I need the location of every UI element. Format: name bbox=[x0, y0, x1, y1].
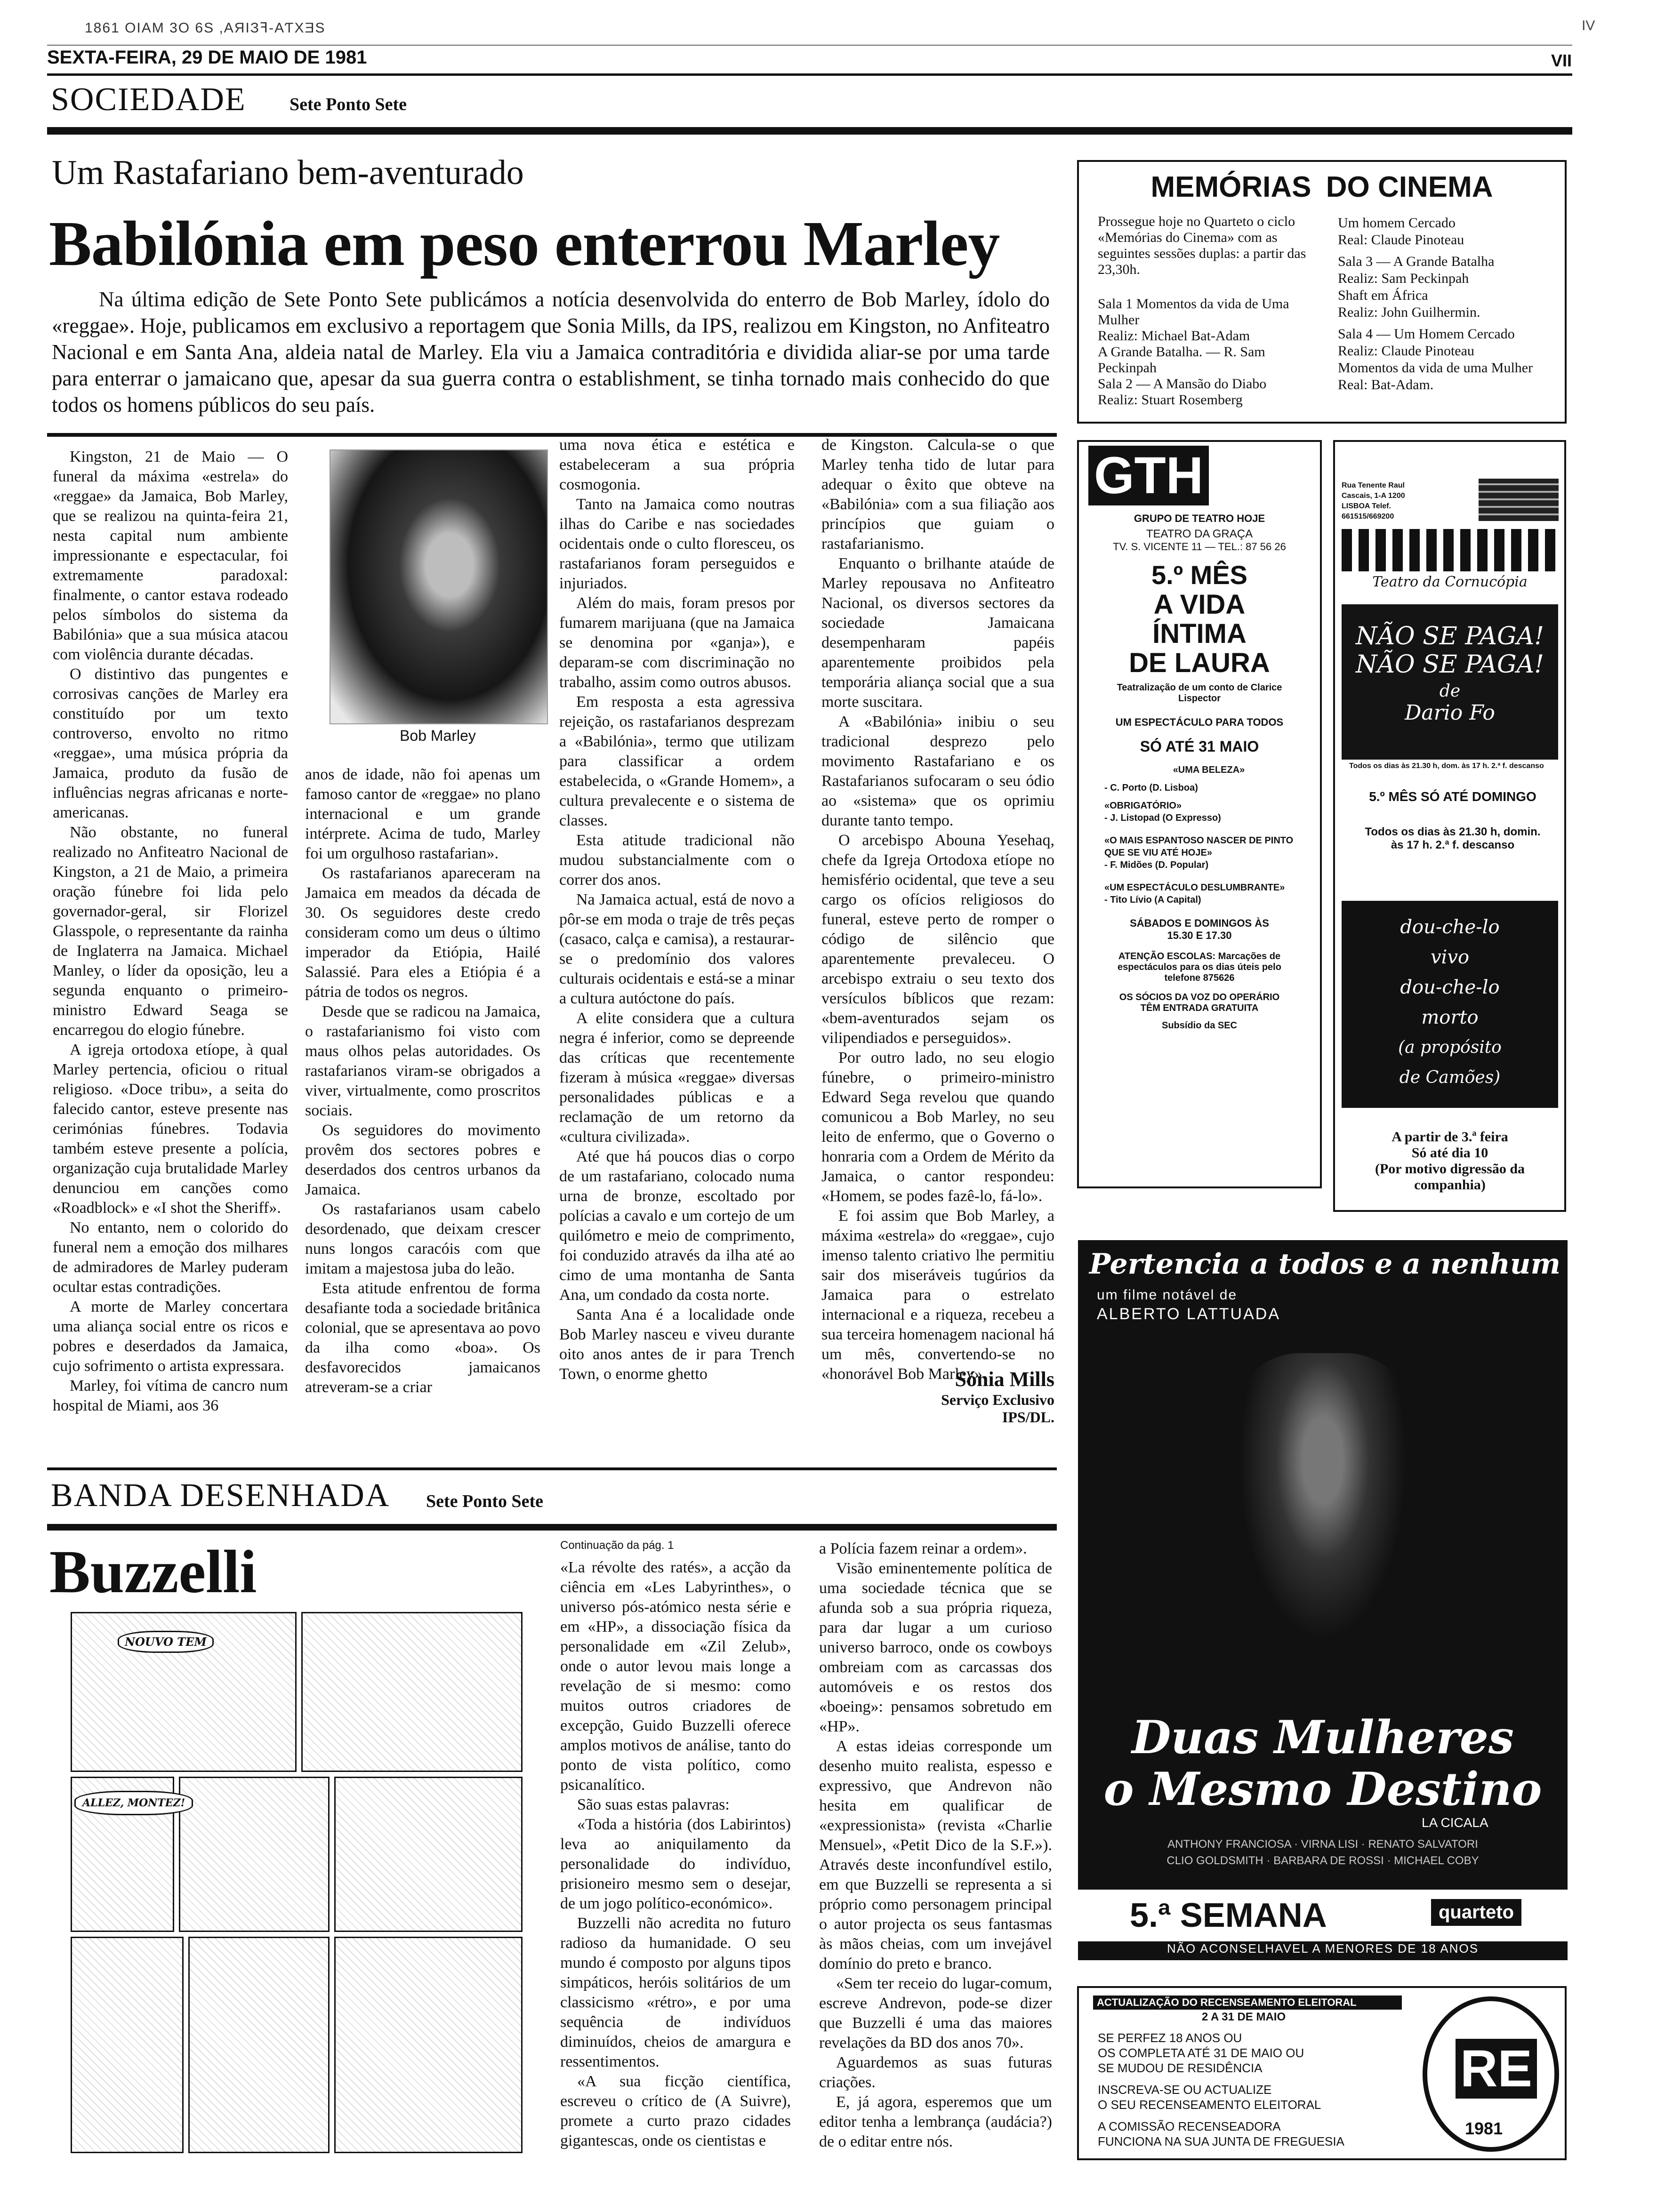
comic-panel bbox=[188, 1937, 330, 2153]
cornucopia-figures bbox=[1342, 529, 1558, 571]
paragraph: Marley, foi vítima de cancro num hospital de Miami, aos 36 bbox=[53, 1377, 288, 1414]
gth-quote: «UM ESPECTÁCULO DESLUMBRANTE» bbox=[1104, 882, 1285, 893]
byline-agency: IPS/DL. bbox=[1002, 1409, 1054, 1426]
list-item: Sala 1 Momentos da vida de Uma Mulher bbox=[1098, 296, 1289, 328]
gth-schedule: SÁBADOS E DOMINGOS ÀS 15.30 E 17.30 bbox=[1130, 917, 1269, 941]
list-item: Um homem Cercado bbox=[1338, 215, 1456, 231]
gth-quote-source: - J. Listopad (O Expresso) bbox=[1104, 813, 1221, 823]
paragraph: Em resposta a esta agressiva rejeição, os rastafarianos desprezam a «Babilónia», termo que utilizam para classificar a ordem estabelecida, o «Grande Homem», a cultura prevalecente e o sistema de classes. bbox=[559, 693, 795, 829]
paragraph: Por outro lado, no seu elogio fúnebre, o primeiro-ministro Edward Sega revelou que quando comunicou a Bob Marley, no seu leito de enfermo, que o Governo o honraria com a Ordem de Mérito da Jamaica, o cantor respondeu: «Homem, se podes fazê-lo, fá-lo». bbox=[821, 1049, 1054, 1205]
film-cast-2: CLIO GOLDSMITH · BARBARA DE ROSSI · MICHAEL COBY bbox=[1166, 1854, 1479, 1867]
paragraph: «A sua ficção científica, escreveu o crítico de (A Suivre), promete a curto prazo cidades gigantescas, onde os cientistas e bbox=[560, 2073, 791, 2149]
hand-line: dou-che-lo bbox=[1400, 916, 1500, 938]
paragraph: A estas ideias corresponde um desenho muito realista, espesso e expressivo, que Andrevon não hesita em qualificar de «expressionista» (revista «Charlie Mensuel», «Petit Dico de la S.F.»). Através deste inconfundível estilo, em que Buzzelli se representa a si próprio como personagem principal o autor projecta os seus fantasmas às mãos cheias, com um invejável domínio do preto e branco. bbox=[819, 1738, 1052, 1972]
cinema-intro: Prossegue hoje no Quarteto o ciclo «Memórias do Cinema» com as seguintes sessões duplas: a partir das 23,30h. bbox=[1098, 214, 1306, 277]
cinema-memories-box bbox=[1077, 160, 1567, 424]
paragraph: No entanto, nem o colorido do funeral nem a emoção dos milhares de admiradores de Marley puderam ocultar estas contradições. bbox=[53, 1219, 288, 1296]
census-dates: 2 A 31 DE MAIO bbox=[1201, 2011, 1286, 2023]
paragraph: A morte de Marley concertara uma aliança social entre os ricos e pobres e deserdados da Jamaica, cujo sofrimento o artista expressara. bbox=[53, 1298, 288, 1375]
paragraph: E foi assim que Bob Marley, a máxima «estrela» do «reggae», cujo imenso talento criativo lhe permitiu sair dos miseráveis tugúrios da Jamaica para o estrelato internacional e a riqueza, recebeu a sua terceira homenagem nacional há um mês, convertendo-se no «honorável Bob Marley». bbox=[821, 1207, 1054, 1383]
gth-group: GRUPO DE TEATRO HOJE bbox=[1134, 513, 1265, 524]
hand-line: (a propósito bbox=[1398, 1038, 1502, 1057]
census-header: ACTUALIZAÇÃO DO RECENSEAMENTO ELEITORAL bbox=[1093, 1996, 1402, 2010]
paragraph: Enquanto o brilhante ataúde de Marley repousava no Anfiteatro Nacional, os diversos sectores da sociedade Jamaicana desempenharam papéis aparentemente proibidos pela temporária aliança social que a sua morte suscitara. bbox=[821, 555, 1054, 711]
list-item: Realiz: Michael Bat-Adam bbox=[1098, 328, 1250, 344]
paragraph: Esta atitude tradicional não mudou substancialmente com o correr dos anos. bbox=[559, 832, 795, 889]
gth-tagline: UM ESPECTÁCULO PARA TODOS bbox=[1115, 716, 1284, 728]
cornucopia-theatre-ad bbox=[1333, 440, 1566, 1212]
paragraph: Kingston, 21 de Maio — O funeral da máxima «estrela» do «reggae» da Jamaica, Bob Marley, que se realizou na quinta-feira 21, nesta capital num ambiente impressionante e espectacular, foi extremamente paradoxal: finalmente, o cantor estava rodeado pelos símbolos do sistema da Babilónia» que a sua música atacou com violência durante décadas. bbox=[53, 448, 288, 663]
article-column-1 bbox=[53, 447, 288, 1416]
article-headline: Babilónia em peso enterrou Marley bbox=[49, 208, 1000, 279]
comics-column-1 bbox=[560, 1558, 791, 2151]
section-title: SOCIEDADE bbox=[51, 81, 246, 118]
census-line: SE PERFEZ 18 ANOS OU bbox=[1098, 2031, 1242, 2045]
paragraph: Tanto na Jamaica como noutras ilhas do Caribe e nas sociedades ocidentais onde o culto floresceu, os rastafarianos foram perseguidos e injuriados. bbox=[559, 496, 795, 592]
paragraph: Os seguidores do movimento provêm dos sectores pobres e deserdados dos centros urbanos da Jamaica. bbox=[305, 1122, 540, 1198]
byline bbox=[821, 1367, 1054, 1426]
article-lede: Na última edição de Sete Ponto Sete publicámos a notícia desenvolvida do enterro de Bob Marley, ídolo do «reggae». Hoje, publicamos em exclusivo a reportagem que Sonia Mills, da IPS, realizou em Kingston, no Anfiteatro Nacional e em Santa Ana, aldeia natal de Marley. Ela viu a Jamaica contraditória e dividida aliar-se por uma tarde para enterrar o jamaicano que, apesar da sua guerra contra o establishment, se tinha tornado mais conhecido do que todos os homens públicos do seu país. bbox=[52, 288, 1050, 417]
gth-quote: «UMA BELEZA» bbox=[1173, 765, 1245, 775]
cornucopia-line-2: NÃO SE PAGA! bbox=[1355, 650, 1544, 679]
gth-sponsor: Subsídio da SEC bbox=[1161, 1020, 1238, 1031]
film-ad bbox=[1078, 1240, 1568, 1960]
film-director: ALBERTO LATTUADA bbox=[1097, 1305, 1280, 1323]
gth-play-3: DE LAURA bbox=[1129, 648, 1270, 678]
census-line: A COMISSÃO RECENSEADORA bbox=[1098, 2119, 1281, 2133]
paragraph: São suas estas palavras: bbox=[577, 1796, 730, 1813]
cinema-title-a: MEMÓRIAS bbox=[1150, 171, 1311, 203]
gth-address: TV. S. VICENTE 11 — TEL.: 87 56 26 bbox=[1113, 541, 1286, 553]
speech-bubble: NOUVO TEM bbox=[118, 1631, 214, 1653]
paragraph: O arcebispo Abouna Yesehaq, chefe da Igreja Ortodoxa etíope no hemisfério ocidental, que teve a seu cargo os ofícios religiosos do funeral, esteve perto de romper o código de silêncio que aparentemente prevaleceu. O arcebispo extraiu o seu texto dos versículos bíblicos que rezam: «bem-aventurados sejam os vilipendiados e perseguidos». bbox=[821, 832, 1054, 1047]
list-item: Sala 4 — Um Homem Cercado bbox=[1338, 326, 1515, 342]
list-item: Realiz: Claude Pinoteau bbox=[1338, 343, 1474, 359]
gth-info bbox=[1086, 513, 1313, 1031]
cornucopia-reason: (Por motivo digressão da companhia) bbox=[1375, 1161, 1525, 1193]
list-item: Real: Claude Pinoteau bbox=[1338, 232, 1464, 248]
gth-quote: «O MAIS ESPANTOSO NASCER DE PINTO QUE SE VIU ATÉ HOJE» bbox=[1104, 835, 1294, 858]
cinema-left-list bbox=[1098, 296, 1326, 408]
comics-column-2 bbox=[819, 1539, 1052, 2152]
comic-panel bbox=[179, 1777, 330, 1932]
byline-service: Serviço Exclusivo bbox=[941, 1391, 1054, 1408]
cornucopia-until: Só até dia 10 bbox=[1411, 1145, 1488, 1161]
paragraph: A «Babilónia» inibiu o seu tradicional desprezo pelo movimento Rastafariano e os Rastafarianos sufocaram o seu ódio ao «sistema» que os oprimiu durante tanto tempo. bbox=[821, 713, 1054, 829]
article-column-3 bbox=[559, 435, 795, 1384]
list-item: Shaft em África bbox=[1338, 288, 1428, 303]
film-poster-figure bbox=[1205, 1353, 1440, 1711]
list-item: A Grande Batalha. — R. Sam Peckinpah bbox=[1098, 344, 1265, 376]
list-item: Realiz: John Guilhermin. bbox=[1338, 305, 1480, 320]
article-column-2 bbox=[305, 765, 540, 1397]
page-number: VII bbox=[1551, 51, 1572, 70]
byline-name: Sónia Mills bbox=[955, 1368, 1054, 1391]
film-title-1: Duas Mulheres bbox=[1132, 1711, 1514, 1764]
gth-play-1: A VIDA bbox=[1153, 589, 1246, 620]
paragraph: Na Jamaica actual, está de novo a pôr-se em moda o traje de três peças (casaco, calça e camisa), a restaurar-se o predomínio dos valores culturais ocidentais e está-se a minar a cultura autóctone do país. bbox=[559, 891, 795, 1007]
census-line: FUNCIONA NA SUA JUNTA DE FREGUESIA bbox=[1098, 2134, 1344, 2148]
cornucopia-times: Todos os dias às 21.30 h, dom. às 17 h. 2.ª f. descanso bbox=[1349, 762, 1544, 770]
list-item: Real: Bat-Adam. bbox=[1338, 377, 1434, 393]
mirrored-header: 1861 OIAM 3O 6S ,AЯIЗꟻ-AƬXƎS bbox=[85, 20, 326, 36]
comics-section-subtitle: Sete Ponto Sete bbox=[426, 1491, 544, 1511]
census-line: INSCREVA-SE OU ACTUALIZE bbox=[1098, 2083, 1272, 2097]
cornucopia-author: Dario Fo bbox=[1405, 701, 1495, 725]
film-week: 5.ª SEMANA bbox=[1130, 1897, 1327, 1934]
photo-caption: Bob Marley bbox=[400, 727, 476, 744]
paragraph: «Sem ter receio do lugar-comum, escreve Andrevon, pode-se dizer que Buzzelli é uma das maiores revelações da BD dos anos 70». bbox=[819, 1975, 1052, 2052]
census-ad bbox=[1077, 1986, 1567, 2160]
cornucopia-author-de: de bbox=[1439, 681, 1461, 701]
comic-panel bbox=[301, 1612, 523, 1772]
gth-theatre-ad bbox=[1077, 440, 1322, 1188]
census-seal bbox=[1423, 1996, 1559, 2152]
section-subtitle: Sete Ponto Sete bbox=[290, 95, 407, 114]
film-title-2: o Mesmo Destino bbox=[1103, 1763, 1542, 1816]
hand-line: morto bbox=[1421, 1007, 1479, 1028]
paragraph: Até que há poucos dias o corpo de um rastafariano, colocado numa urna de bronze, escoltado por polícias a cavalo e um cortejo de um quilómetro e meio de comprimento, foi conduzido através da ilha até ao cimo de uma montanha de Santa Ana, um condado da costa norte. bbox=[559, 1148, 795, 1304]
corner-mark: IV bbox=[1582, 18, 1595, 33]
cornucopia-handwritten-panel bbox=[1342, 901, 1558, 1108]
list-item: Sala 2 — A Mansão do Diabo bbox=[1098, 376, 1267, 392]
list-item: Realiz: Stuart Rosemberg bbox=[1098, 392, 1243, 408]
cinema-title-b: DO CINEMA bbox=[1326, 171, 1493, 203]
paragraph: Os rastafarianos apareceram na Jamaica em meados da década de 30. Os seguidores deste credo consideram como um deus o último imperador da Etiópia, Hailé Salassié. Para eles a Etiópia é a pátria de todos os negros. bbox=[305, 865, 540, 1001]
paragraph: Desde que se radicou na Jamaica, o rastafarianismo foi visto com maus olhos pelas autoridades. Os rastafarianos viram-se obrigados a viver, virtualmente, como proscritos sociais. bbox=[305, 1003, 540, 1119]
comic-panel bbox=[71, 1937, 184, 2153]
cornucopia-theatre-name: Teatro da Cornucópia bbox=[1372, 574, 1528, 590]
census-line: SE MUDOU DE RESIDÊNCIA bbox=[1098, 2061, 1263, 2075]
paragraph: E, já agora, esperemos que um editor tenha a lembrança (audácia?) de o editar entre nós. bbox=[819, 2093, 1052, 2150]
paragraph: Aguardemos as suas futuras criações. bbox=[819, 2054, 1052, 2091]
paragraph: anos de idade, não foi apenas um famoso cantor de «reggae» no plano internacional e um grande intérprete. Acima de tudo, Marley foi um orgulhoso rastafarian». bbox=[305, 766, 540, 862]
list-item: Momentos da vida de uma Mulher bbox=[1338, 360, 1533, 376]
list-item: Sala 3 — A Grande Batalha bbox=[1338, 254, 1495, 269]
gth-quote-source: - F. Midões (D. Popular) bbox=[1104, 860, 1209, 870]
paragraph: A igreja ortodoxa etíope, à qual Marley pertencia, oficiou o ritual religioso. «Doce tribu», a seita do falecido cantor, esteve presente nas cerimónias fúnebres. Todavia também esteve presente a polícia, organização cuja brutalidade Marley denunciou em canções como «Roadblock» e «I shot the Sheriff». bbox=[53, 1041, 288, 1217]
paragraph: Santa Ana é a localidade onde Bob Marley nasceu e viveu durante oito anos antes de ir para Trench Town, o enorme ghetto bbox=[559, 1306, 795, 1383]
census-logo: RE bbox=[1456, 2039, 1537, 2099]
gth-play-2: ÍNTIMA bbox=[1152, 618, 1247, 649]
cornucopia-play-panel bbox=[1342, 604, 1558, 760]
list-item: Realiz: Sam Peckinpah bbox=[1338, 271, 1469, 286]
film-by: um filme notável de bbox=[1097, 1287, 1238, 1303]
gth-quote-source: - Tito Lívio (A Capital) bbox=[1104, 895, 1201, 905]
comic-strip bbox=[71, 1612, 523, 2153]
gth-quote: «OBRIGATÓRIO» bbox=[1104, 801, 1182, 811]
hand-line: dou-che-lo bbox=[1400, 977, 1500, 998]
census-text bbox=[1098, 2030, 1390, 2149]
speech-bubble: ALLEZ, MONTEZ! bbox=[74, 1791, 193, 1815]
gth-logo: GTH bbox=[1088, 446, 1209, 505]
paragraph: uma nova ética e estética e estabeleceram a sua própria cosmogonia. bbox=[559, 436, 795, 493]
gth-schools: ATENÇÃO ESCOLAS: Marcações de espectáculos para os dias úteis pelo telefone 875626 bbox=[1118, 951, 1281, 983]
paragraph: «La révolte des ratés», a acção da ciência em «Les Labyrinthes», o universo pós-atómico nesta série e em «HP», a dissociação física da personalidade em «Zil Zelub», onde o autor levou mais longe a revelação de si mesmo: como muitos outros criadores de excepção, Guido Buzzelli oferece amplos motivos de análise, tanto do ponto de vista político, como psicanalítico. bbox=[560, 1559, 791, 1794]
film-cinema-logo: quarteto bbox=[1431, 1899, 1521, 1926]
cornucopia-line-1: NÃO SE PAGA! bbox=[1355, 622, 1544, 650]
paragraph: Além do mais, foram presos por fumarem marijuana (que na Jamaica se denomina por «ganja»), e deparam-se com discriminação no trabalho, assim como outros abusos. bbox=[559, 594, 795, 691]
bob-marley-photo bbox=[330, 449, 548, 724]
cinema-title bbox=[1079, 170, 1565, 204]
census-year: 1981 bbox=[1465, 2119, 1503, 2138]
paragraph: Os rastafarianos usam cabelo desordenado, que deixam crescer nuns longos caracóis com que imitam a majestosa juba do leão. bbox=[305, 1201, 540, 1277]
paragraph: Visão eminentemente política de uma sociedade técnica que se afunda sob a sua própria riqueza, para dar lugar a um curioso universo barroco, onde os cowboys ombreiam com as carcassas dos automóveis e os restos dos «boeing»: pensamos sobretudo em «HP». bbox=[819, 1560, 1052, 1735]
paragraph: de Kingston. Calcula-se o que Marley tenha tido de lutar para adequar o êxito que obteve na «Babilónia» com a sua filiação aos princípios que guiam o rastafarianismo. bbox=[821, 436, 1054, 553]
hand-line: vivo bbox=[1430, 946, 1470, 968]
cinema-right-list bbox=[1338, 215, 1559, 393]
paragraph: Buzzelli não acredita no futuro radioso da humanidade. O seu mundo é composto por alguns tipos simpáticos, heróis solitários de um classicismo «rétro», e por uma sequência de indivíduos diminuídos, cheios de amargura e ressentimentos. bbox=[560, 1915, 791, 2070]
gth-members: OS SÓCIOS DA VOZ DO OPERÁRIO TÊM ENTRADA GRATUITA bbox=[1119, 992, 1280, 1013]
gth-adaptation: Teatralização de um conto de Clarice Lispector bbox=[1117, 682, 1282, 704]
film-top-line: Pertencia a todos e a nenhum bbox=[1089, 1248, 1561, 1281]
paragraph: O distintivo das pungentes e corrosivas canções de Marley era constituído por um texto controverso, envolto no ritmo «reggae», uma música própria da Jamaica, produto da fusão de influências negras africanas e norte-americanas. bbox=[53, 665, 288, 821]
cornucopia-address: Rua Tenente Raul Cascais, 1-A 1200 LISBOA Telef. 661515/669200 bbox=[1342, 481, 1405, 521]
cornucopia-stamp bbox=[1479, 479, 1559, 521]
film-rating: NÃO ACONSELHAVEL A MENORES DE 18 ANOS bbox=[1166, 1941, 1479, 1956]
comics-continued: Continuação da pág. 1 bbox=[560, 1539, 674, 1552]
gth-month: 5.º MÊS bbox=[1151, 560, 1248, 590]
comics-section-title: BANDA DESENHADA bbox=[51, 1477, 390, 1514]
cornucopia-times-2: Todos os dias às 21.30 h, domin. às 17 h. 2.ª f. descanso bbox=[1365, 825, 1541, 851]
comic-panel bbox=[334, 1777, 523, 1932]
film-week-bar bbox=[1078, 1890, 1568, 1941]
gth-quote-source: - C. Porto (D. Lisboa) bbox=[1104, 783, 1198, 793]
paragraph: Esta atitude enfrentou de forma desafiante toda a sociedade britânica colonial, que se apresentava ao povo da ilha como «boa». Os desfavorecidos jamaicanos atreveram-se a criar bbox=[305, 1280, 540, 1396]
gth-until: SÓ ATÉ 31 MAIO bbox=[1140, 738, 1259, 755]
census-line: O SEU RECENSEAMENTO ELEITORAL bbox=[1098, 2098, 1321, 2112]
cornucopia-from: A partir de 3.ª feira bbox=[1392, 1129, 1508, 1145]
comic-panel bbox=[334, 1937, 523, 2153]
comics-title: Buzzelli bbox=[49, 1538, 257, 1606]
cornucopia-footer bbox=[1342, 1129, 1558, 1193]
article-kicker: Um Rastafariano bem-aventurado bbox=[52, 153, 524, 192]
gth-venue: TEATRO DA GRAÇA bbox=[1146, 528, 1253, 540]
paragraph: A elite considera que a cultura negra é inferior, como se depreende das críticas que recentemente fizeram à música «reggae» diversas personalidades públicas e a reclamação de um retorno da «cultura civilizada». bbox=[559, 1010, 795, 1146]
paragraph: a Polícia fazem reinar a ordem». bbox=[819, 1540, 1027, 1557]
paragraph: «Toda a história (dos Labirintos) leva ao aniquilamento da personalidade do indivíduo, prisioneiro mesmo sem o desejar, de um jogo político-económico». bbox=[560, 1816, 791, 1912]
cornucopia-month: 5.º MÊS SÓ ATÉ DOMINGO bbox=[1369, 789, 1536, 804]
census-line: OS COMPLETA ATÉ 31 DE MAIO OU bbox=[1098, 2046, 1304, 2060]
hand-line: de Camões) bbox=[1399, 1068, 1501, 1087]
issue-date: SEXTA-FEIRA, 29 DE MAIO DE 1981 bbox=[47, 47, 367, 68]
article-column-4 bbox=[821, 435, 1054, 1384]
film-label: LA CICALA bbox=[1422, 1815, 1488, 1830]
film-cast-1: ANTHONY FRANCIOSA · VIRNA LISI · RENATO SALVATORI bbox=[1167, 1838, 1478, 1851]
paragraph: Não obstante, no funeral realizado no Anfiteatro Nacional de Kingston, a 21 de Maio, a primeira oração fúnebre foi lida pelo governador-geral, sir Florizel Glasspole, o representante da rainha de Inglaterra na Jamaica. Michael Manley, o líder da oposição, leu a segunda enquanto o primeiro-ministro Edward Seaga se encarregou do elogio fúnebre. bbox=[53, 824, 288, 1039]
